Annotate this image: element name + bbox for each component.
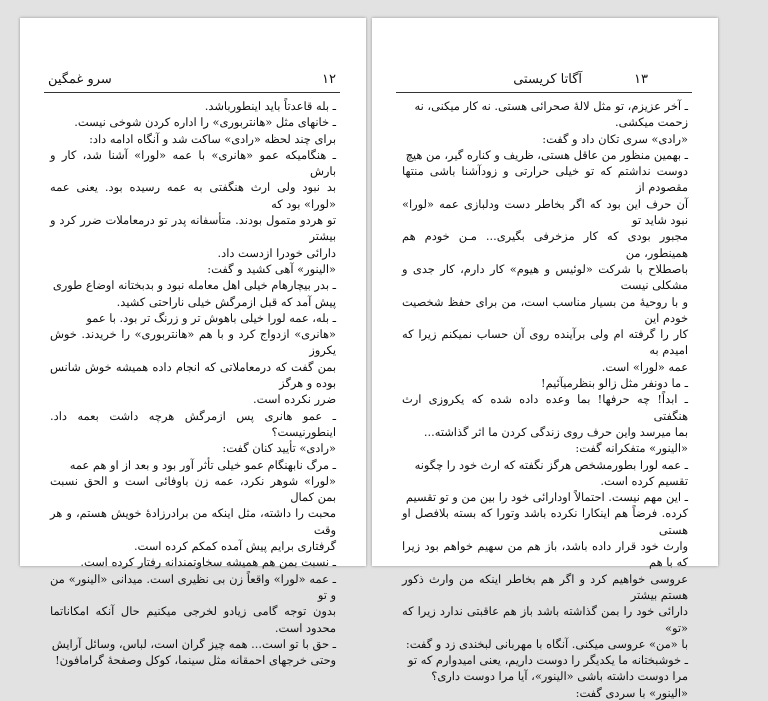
- left-page-header: [44, 70, 340, 93]
- right-page: [372, 18, 718, 700]
- text-line: زحمت میکشی.: [614, 115, 688, 130]
- text-line: گرفتاری برایم پیش آمده کمکم کرده است.: [133, 539, 336, 554]
- text-line: بما میرسد واین حرف روی زندگی کردن ما اثر گذاشته...: [423, 424, 688, 439]
- text-line: ـ آخر عزیزم، تو مثل لالهٔ صحرائی هستی. نه کار میکنی، نه: [414, 99, 688, 113]
- text-line: عمه «لورا» است.: [601, 359, 688, 374]
- text-line: مجبور بودی که کار مزخرفی بگیری... مـن خودم هم همینطور، من: [402, 229, 688, 260]
- text-line: ـ ما دونفر مثل زالو بنظرمیآئیم!: [541, 376, 688, 391]
- text-line: بد نبود ولی ارث هنگفتی به عمه رسیده بود. یعنی عمه «لورا» بود که: [50, 180, 336, 211]
- right-page-header: [396, 70, 692, 93]
- text-line: ـ بهمین منظور من عاقل هستی، ظریف و کناره گیر، من هیچ: [405, 147, 688, 162]
- text-line: کرده. فرضاً هم اینکارا نکرده باشد وتورا که بسته بلافصل او هستی: [402, 506, 688, 537]
- text-line: وحتی خرجهای احمقانه مثل سینما، کوکل وصفحهٔ گرامافون!: [55, 653, 336, 668]
- left-running-title: سرو غمگین: [48, 72, 112, 87]
- text-line: ـ مرگ نابهنگام عمو خیلی تأثر آور بود و بعد از او هم عمه: [69, 457, 336, 472]
- text-line: کار را گرفته ام ولی برآینده روی آن حساب نمیکنم زیرا که امیدم به: [402, 327, 688, 358]
- text-line: ـ عمه «لورا» واقعاً زن بی نظیری است. میدانی «الینور» من و تو: [50, 571, 336, 602]
- text-line: دارائی خودرا ازدست داد.: [217, 245, 336, 260]
- text-line: ـ بله، عمه لورا خیلی باهوش تر و زرنگ تر بود. با عمو: [86, 310, 336, 325]
- text-line: تقسیم کرده است.: [600, 473, 688, 488]
- text-line: «الینور» آهی کشید و گفت:: [207, 261, 336, 276]
- left-page-number: ۱۲: [322, 72, 336, 87]
- text-line: ـ ابداً! چه حرفها! بما وعده داده شده که یکروزی ارث هنگفتی: [402, 392, 688, 423]
- text-line: ـ عمو هانری پس ازمرگش هرچه داشت بعمه داد. اینطورنیست؟: [50, 408, 336, 439]
- text-line: عروسی خواهیم کرد و اگر هم بخاطر اینکه من وارث ذکور هستم بیشتر: [402, 571, 688, 602]
- text-line: «رادی» سری تکان داد و گفت:: [542, 131, 688, 146]
- text-line: ـ عمه لورا بطورمشخص هرگز نگفته که ارث خود را چگونه: [414, 457, 688, 472]
- text-line: محبت را داشته، مثل اینکه من برادرزادهٔ خویش هستم، و هر وقت: [50, 506, 336, 537]
- right-page-text: [402, 98, 688, 701]
- text-line: پیش آمد که قبل ازمرگش خیلی ناراحتی کشید.: [116, 294, 336, 309]
- text-line: با «من» عروسی میکنی. آنگاه با مهربانی لبخندی زد و گفت:: [405, 636, 688, 651]
- left-page-text: [50, 98, 336, 668]
- text-line: «رادی» تأیید کنان گفت:: [222, 441, 336, 456]
- text-line: بدون توجه گامی زیادو لخرجی میکنیم حال آنکه امکاناتما محدود است.: [50, 604, 336, 635]
- right-running-title: آگاتا کریستی: [513, 72, 582, 87]
- text-line: برای چند لحظه «رادی» ساکت شد و آنگاه ادامه داد:: [89, 131, 336, 146]
- text-line: «الینور» با سردی گفت:: [575, 685, 688, 700]
- text-line: دوست نداشتم که تو خیلی حرارتی و زودآشنا باشی منتها مقصودم از: [402, 164, 688, 195]
- text-line: «لورا» شوهر نکرد، عمه زن باوفائی است و الحق نسبت بمن کمال: [50, 473, 336, 505]
- right-page-number: ۱۳: [634, 72, 648, 87]
- text-line: ـ حق با تو است... همه چیز گران است، لباس، وسائل آرایش: [51, 636, 336, 651]
- text-line: بمن گفت که درمعاملاتی که انجام داده همیشه خوش شانس بوده و هرگز: [50, 359, 336, 391]
- text-line: «هانری» ازدواج کرد و با هم «هانتربوری» را خریدند. خوش یکروز: [50, 327, 336, 358]
- text-line: و با روحیهٔ من بسیار مناسب است، من برای حفظ شخصیت خودم این: [402, 294, 688, 325]
- text-line: «الینور» متفکرانه گفت:: [575, 441, 688, 456]
- text-line: ضرر نکرده است.: [253, 392, 336, 407]
- text-line: ـ این مهم نیست. احتمالاً اودارائی خود را بین من و تو تقسیم: [405, 490, 688, 505]
- text-line: مرا دوست داشته باشی «الینور»، آیا مرا دوست داری؟: [431, 669, 688, 684]
- text-line: آن حرف این بود که اگر بخاطر دست ودلبازی عمه «لورا» نبود شاید تو: [402, 196, 688, 228]
- text-line: ـ هنگامیکه عمو «هانری» با عمه «لورا» آشنا شد، کار و بارش: [50, 147, 336, 179]
- text-line: ـ بله قاعدتاً باید اینطورباشد.: [204, 99, 336, 113]
- text-line: ـ خوشبختانه ما یکدیگر را دوست داریم، یعنی امیدوارم که تو: [408, 653, 688, 668]
- text-line: دارائی خود را بمن گذاشته باشد باز هم عاقبتی ندارد زیرا که «تو»: [402, 604, 688, 635]
- text-line: ـ خانهای مثل «هانتربوری» را اداره کردن شوخی نیست.: [74, 115, 336, 130]
- text-line: ـ بدر بیچارهام خیلی اهل معامله نبود و بدبختانه اوضاع طوری: [52, 278, 336, 293]
- text-line: تو هردو متمول بودند. متأسفانه پدر تو درمعاملات ضرر کرد و بیشتر: [50, 213, 336, 244]
- text-line: ـ نسبت بمن هم همیشه سخاوتمندانه رفتار کرده است.: [80, 555, 336, 570]
- text-line: باصطلاح با شرکت «لوئیس و هیوم» کار دارم، کار جدی و مشکلی نیست: [402, 261, 688, 293]
- left-page: [20, 18, 366, 668]
- text-line: وارث خود قرار داده باشد، باز هم من سهیم خواهم بود زیرا که با هم: [402, 539, 688, 570]
